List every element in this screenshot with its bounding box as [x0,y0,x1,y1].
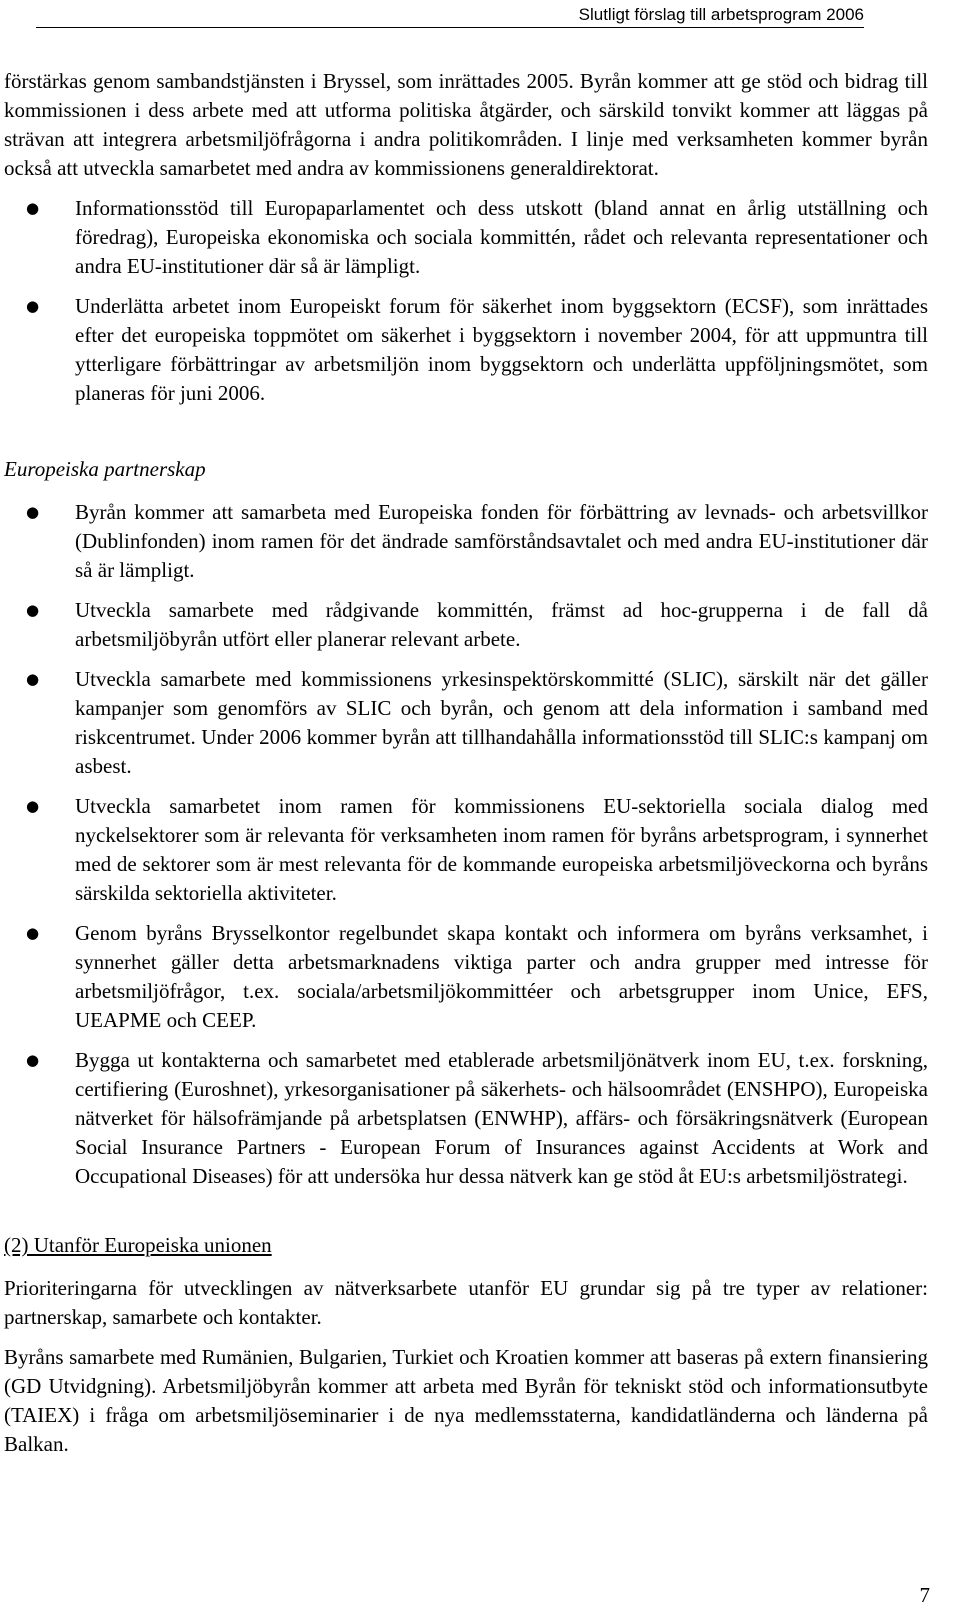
list-item-text: Underlätta arbetet inom Europeiskt forum för säkerhet inom byggsektorn (ECSF), som inrättades efter det europeiska toppmötet om säkerhet i byggsektorn i november 2004, för att uppmuntra till ytterligare förbättringar av arbetsmiljön inom byggsektorn och underlätta uppföljningsmötet, som planeras för juni 2006. [75,294,928,405]
list-item [4,498,928,585]
bullet-icon: ● [26,670,40,688]
page-header [0,0,960,40]
list-item [4,596,928,654]
bullet-icon: ● [26,601,40,619]
list-item-text: Utveckla samarbete med rådgivande kommittén, främst ad hoc-grupperna i de fall då arbetsmiljöbyrån utfört eller planerar relevant arbete. [75,598,928,651]
bullet-icon: ● [26,797,40,815]
list-item-text: Genom byråns Brysselkontor regelbundet skapa kontakt och informera om byråns verksamhet, i synnerhet gäller detta arbetsmarknadens viktiga parter och andra grupper med intresse för arbetsmiljöfrågor, t.ex. sociala/arbetsmiljökommittéer och arbetsgrupper inom Unice, EFS, UEAPME och CEEP. [75,921,928,1032]
first-bullet-list [4,194,928,408]
list-item [4,292,928,408]
list-item-text: Informationsstöd till Europaparlamentet och dess utskott (bland annat en årlig utställning och föredrag), Europeiska ekonomiska och sociala kommittén, rådet och relevanta representationer och andra EU-institutioner där så är lämpligt. [75,196,928,278]
list-item-text: Utveckla samarbete med kommissionens yrkesinspektörskommitté (SLIC), särskilt när det gäller kampanjer som genomförs av SLIC och byrån, och genom att dela information i samband med riskcentrumet. Under 2006 kommer byrån att tillhandahålla informationsstöd till SLIC:s kampanj om asbest. [75,667,928,778]
bullet-icon: ● [26,1051,40,1069]
utanfor-paragraph-2: Byråns samarbete med Rumänien, Bulgarien, Turkiet och Kroatien kommer att baseras på extern finansiering (GD Utvidgning). Arbetsmiljöbyrån kommer att arbeta med Byrån för tekniskt stöd och informationsutbyte (TAIEX) i fråga om arbetsmiljöseminarier i de nya medlemsstaterna, kandidatländerna och länderna på Balkan. [4,1345,928,1456]
utanfor-paragraph-1: Prioriteringarna för utvecklingen av nätverksarbete utanför EU grundar sig på tre typer av relationer: partnerskap, samarbete och kontakter. [4,1276,928,1329]
section-heading-europeiska-partnerskap: Europeiska partnerskap [4,457,206,481]
bullet-icon: ● [26,503,40,521]
list-item-text: Utveckla samarbetet inom ramen för kommissionens EU-sektoriella sociala dialog med nyckelsektorer som är relevanta för verksamheten inom ramen för byråns arbetsprogram, i synnerhet med de sektorer som är mest relevanta för de kommande europeiska arbetsmiljöveckorna och byråns särskilda sektoriella aktiviteter. [75,794,928,905]
partnerskap-bullet-list [4,498,928,1191]
list-item [4,792,928,908]
list-item-text: Byrån kommer att samarbeta med Europeiska fonden för förbättring av levnads- och arbetsvillkor (Dublinfonden) inom ramen för det ändrade samförståndsavtalet och med andra EU-institutioner där så är lämpligt. [75,500,928,582]
bullet-icon: ● [26,297,40,315]
list-item [4,194,928,281]
header-divider [36,27,864,28]
document-body [4,67,928,1470]
bullet-icon: ● [26,924,40,942]
header-title: Slutligt förslag till arbetsprogram 2006 [578,5,864,24]
list-item [4,665,928,781]
list-item [4,1046,928,1191]
page-number: 7 [919,1583,930,1607]
list-item-text: Bygga ut kontakterna och samarbetet med etablerade arbetsmiljönätverk inom EU, t.ex. forskning, certifiering (Euroshnet), yrkesorganisationer på säkerhets- och hälsoområdet (ENSHPO), Europeiska nätverket för hälsofrämjande på arbetsplatsen (ENWHP), affärs- och försäkringsnätverk (European Social Insurance Partners - European Forum of Insurances against Accidents at Work and Occupational Diseases) för att undersöka hur dessa nätverk kan ge stöd åt EU:s arbetsmiljöstrategi. [75,1048,928,1188]
intro-paragraph: förstärkas genom sambandstjänsten i Bryssel, som inrättades 2005. Byrån kommer att ge stöd och bidrag till kommissionen i dess arbete med att utforma politiska åtgärder, och särskild tonvikt kommer att läggas på strävan att integrera arbetsmiljöfrågorna i andra politikområden. I linje med verksamheten kommer byrån också att utveckla samarbetet med andra av kommissionens generaldirektorat. [4,69,928,180]
list-item [4,919,928,1035]
section-heading-utanfor-eu: (2) Utanför Europeiska unionen [4,1233,272,1257]
bullet-icon: ● [26,199,40,217]
